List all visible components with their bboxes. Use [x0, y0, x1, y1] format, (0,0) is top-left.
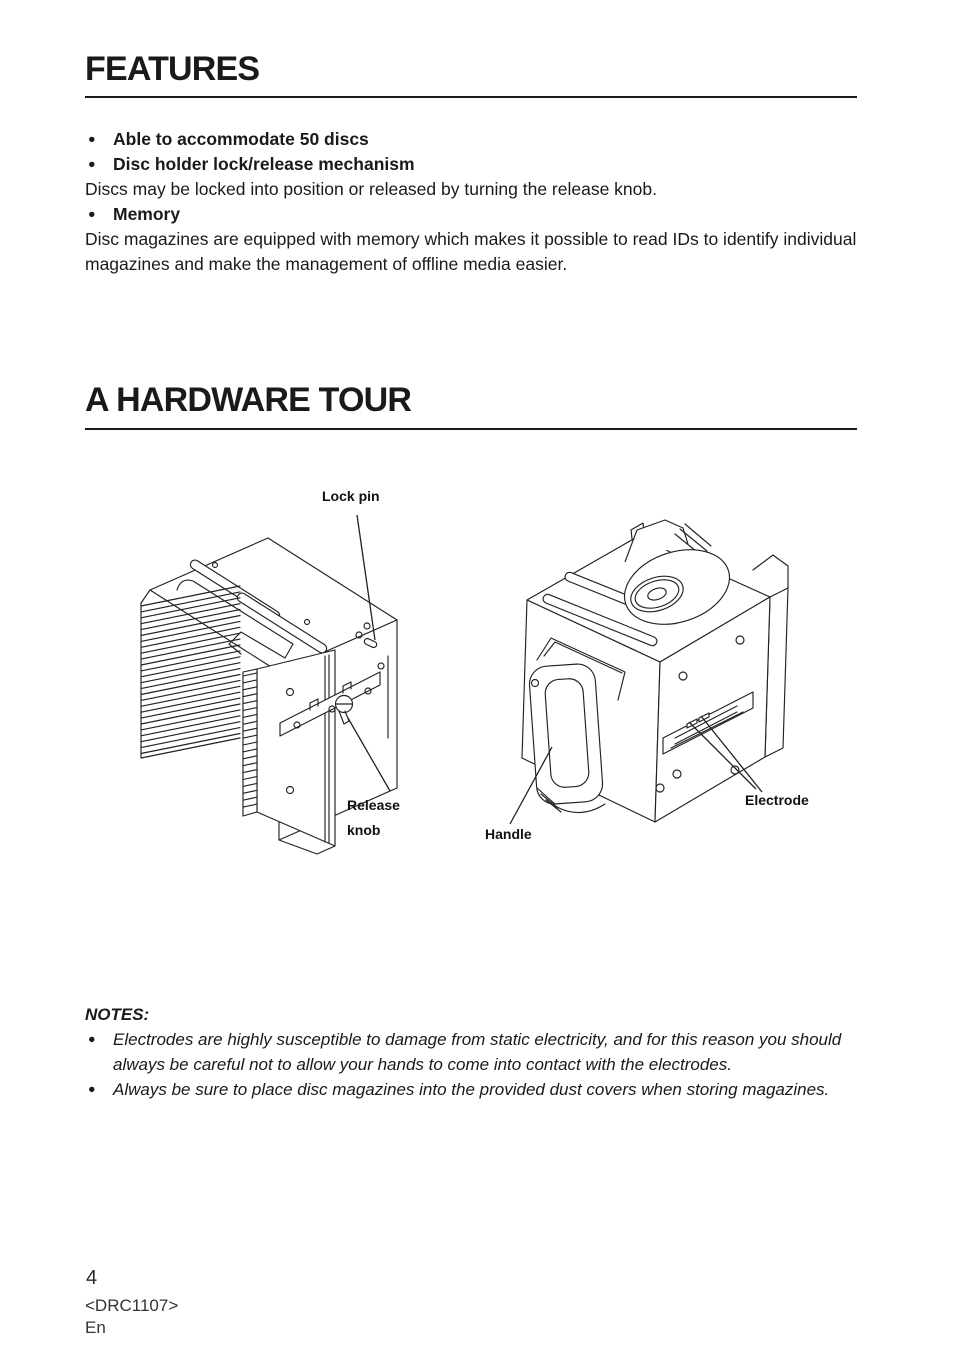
bullet-icon: ● [88, 157, 96, 171]
features-list [85, 127, 857, 277]
disc-magazine-illustrations [85, 470, 857, 915]
note-text: Always be sure to place disc magazines into the provided dust covers when storing magazines. [113, 1080, 830, 1099]
release-knob-label [347, 793, 400, 843]
hardware-tour-title-rule [85, 428, 857, 430]
features-title-rule [85, 96, 857, 98]
right-magazine-drawing [522, 520, 788, 822]
feature-item [85, 152, 857, 177]
feature-item [85, 202, 857, 227]
feature-label: Able to accommodate 50 discs [113, 129, 369, 149]
lock-pin-label: Lock pin [322, 488, 380, 504]
note-text: Electrodes are highly susceptible to damage from static electricity, and for this reason you should always be careful not to allow your hands to come into contact with the electrodes. [113, 1030, 842, 1074]
electrode-label: Electrode [745, 792, 809, 808]
document-code: <DRC1107> [85, 1296, 179, 1315]
notes-section [85, 1002, 842, 1102]
handle-label: Handle [485, 826, 532, 842]
bullet-icon: ● [88, 207, 96, 221]
note-item [85, 1077, 842, 1102]
feature-label: Memory [113, 204, 181, 224]
bullet-icon: ● [88, 1032, 96, 1046]
feature-description: Discs may be locked into position or released by turning the release knob. [85, 179, 657, 199]
hardware-tour-title: A HARDWARE TOUR [85, 381, 412, 419]
release-knob-label-line1: Release [347, 797, 400, 813]
features-title: FEATURES [85, 50, 260, 88]
release-knob-leader-line [348, 718, 390, 791]
feature-label: Disc holder lock/release mechanism [113, 154, 415, 174]
notes-title: NOTES: [85, 1005, 150, 1024]
release-knob-part [336, 696, 353, 725]
hardware-diagram-figure [85, 470, 857, 915]
feature-item [85, 127, 857, 152]
bullet-icon: ● [88, 132, 96, 146]
page-number: 4 [86, 1267, 98, 1289]
disc-holder-door [243, 650, 335, 854]
language-code: En [85, 1318, 106, 1337]
feature-description: Disc magazines are equipped with memory which makes it possible to read IDs to identify individual magazines and make the management of offline media easier. [85, 229, 857, 274]
bullet-icon: ● [88, 1082, 96, 1096]
release-knob-label-line2: knob [347, 822, 381, 838]
note-item [85, 1027, 842, 1077]
